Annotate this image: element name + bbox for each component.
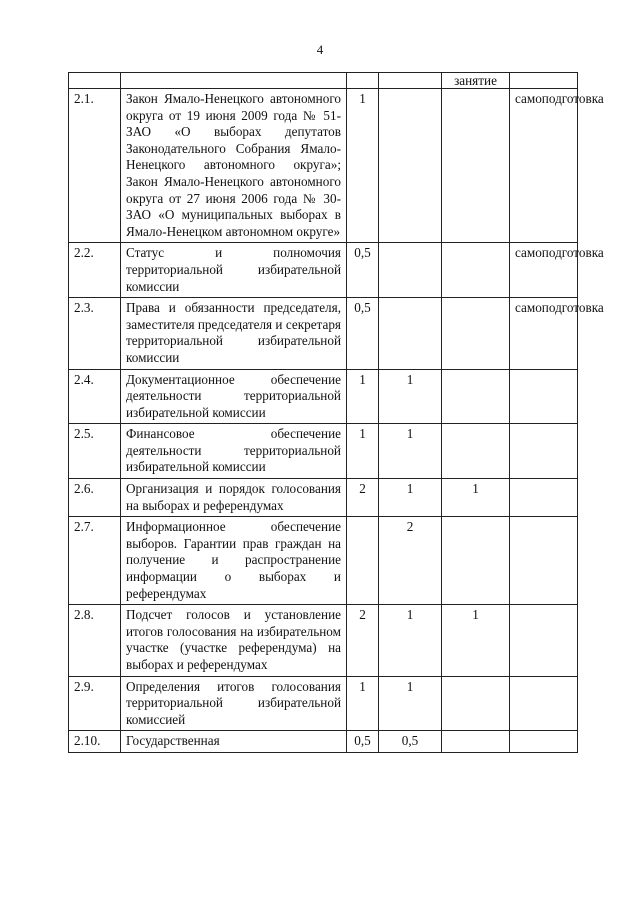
- note-cell: [510, 676, 578, 731]
- practice-hours-cell: [442, 243, 510, 298]
- program-table: [68, 72, 604, 753]
- topic-cell: Финансовое обеспечение деятельности территориальной избирательной комиссии: [121, 424, 347, 479]
- total-hours-cell: 0,5: [347, 298, 379, 369]
- lecture-hours-cell: 0,5: [379, 731, 442, 753]
- practice-hours-cell: [442, 298, 510, 369]
- row-number-cell: 2.5.: [69, 424, 121, 479]
- note-cell: [510, 479, 578, 517]
- table-row: [69, 298, 578, 369]
- header-continuation-row: [69, 73, 578, 89]
- topic-cell: Государственная: [121, 731, 347, 753]
- lecture-hours-cell: [379, 298, 442, 369]
- topic-cell: Документационное обеспечение деятельности территориальной избирательной комиссии: [121, 369, 347, 424]
- row-number-cell: 2.6.: [69, 479, 121, 517]
- table-row: [69, 605, 578, 676]
- header-num-cell: [69, 73, 121, 89]
- table-row: [69, 479, 578, 517]
- lecture-hours-cell: [379, 89, 442, 243]
- total-hours-cell: 1: [347, 89, 379, 243]
- practice-hours-cell: [442, 369, 510, 424]
- note-cell: [510, 369, 578, 424]
- table-row: [69, 243, 578, 298]
- lecture-hours-cell: 1: [379, 369, 442, 424]
- total-hours-cell: 1: [347, 676, 379, 731]
- note-cell: [510, 731, 578, 753]
- lecture-hours-cell: 1: [379, 676, 442, 731]
- row-number-cell: 2.10.: [69, 731, 121, 753]
- note-cell: самоподготовка: [510, 243, 578, 298]
- table-row: [69, 369, 578, 424]
- note-cell: [510, 605, 578, 676]
- header-note-cell: [510, 73, 578, 89]
- row-number-cell: 2.9.: [69, 676, 121, 731]
- practice-hours-cell: [442, 731, 510, 753]
- total-hours-cell: 0,5: [347, 731, 379, 753]
- topic-cell: Организация и порядок голосования на выборах и референдумах: [121, 479, 347, 517]
- row-number-cell: 2.2.: [69, 243, 121, 298]
- topic-cell: Права и обязанности председателя, заместителя председателя и секретаря территориальной избирательной комиссии: [121, 298, 347, 369]
- row-number-cell: 2.4.: [69, 369, 121, 424]
- table-row: [69, 676, 578, 731]
- total-hours-cell: [347, 517, 379, 605]
- total-hours-cell: 1: [347, 369, 379, 424]
- topic-cell: Информационное обеспечение выборов. Гарантии прав граждан на получение и распространение информации о выборах и референдумах: [121, 517, 347, 605]
- practice-hours-cell: [442, 517, 510, 605]
- total-hours-cell: 2: [347, 479, 379, 517]
- practice-hours-cell: [442, 424, 510, 479]
- lecture-hours-cell: 1: [379, 424, 442, 479]
- total-hours-cell: 2: [347, 605, 379, 676]
- practice-hours-cell: [442, 676, 510, 731]
- row-number-cell: 2.1.: [69, 89, 121, 243]
- header-practice-cell: занятие: [442, 73, 510, 89]
- table-row: [69, 424, 578, 479]
- lecture-hours-cell: 1: [379, 605, 442, 676]
- header-total-cell: [347, 73, 379, 89]
- practice-hours-cell: 1: [442, 479, 510, 517]
- practice-hours-cell: 1: [442, 605, 510, 676]
- topic-cell: Закон Ямало-Ненецкого автономного округа от 19 июня 2009 года № 51-ЗАО «О выборах депутатов Законодательного Собрания Ямало-Ненецкого автономного округа»; Закон Ямало-Ненецкого автономного округа от 27 июня 2006 года № 30-ЗАО «О муниципальных выборах в Ямало-Ненецком автономном округе»: [121, 89, 347, 243]
- row-number-cell: 2.7.: [69, 517, 121, 605]
- table-row: [69, 731, 578, 753]
- topic-cell: Определения итогов голосования территориальной избирательной комиссией: [121, 676, 347, 731]
- note-cell: самоподготовка: [510, 89, 578, 243]
- practice-hours-cell: [442, 89, 510, 243]
- table-row: [69, 89, 578, 243]
- table-row: [69, 517, 578, 605]
- lecture-hours-cell: 2: [379, 517, 442, 605]
- note-cell: [510, 517, 578, 605]
- note-cell: [510, 424, 578, 479]
- lecture-hours-cell: 1: [379, 479, 442, 517]
- header-topic-cell: [121, 73, 347, 89]
- header-lecture-cell: [379, 73, 442, 89]
- total-hours-cell: 0,5: [347, 243, 379, 298]
- row-number-cell: 2.8.: [69, 605, 121, 676]
- topic-cell: Подсчет голосов и установление итогов голосования на избирательном участке (участке референдума) на выборах и референдумах: [121, 605, 347, 676]
- total-hours-cell: 1: [347, 424, 379, 479]
- row-number-cell: 2.3.: [69, 298, 121, 369]
- page-number: 4: [316, 42, 324, 57]
- note-cell: самоподготовка: [510, 298, 578, 369]
- lecture-hours-cell: [379, 243, 442, 298]
- topic-cell: Статус и полномочия территориальной избирательной комиссии: [121, 243, 347, 298]
